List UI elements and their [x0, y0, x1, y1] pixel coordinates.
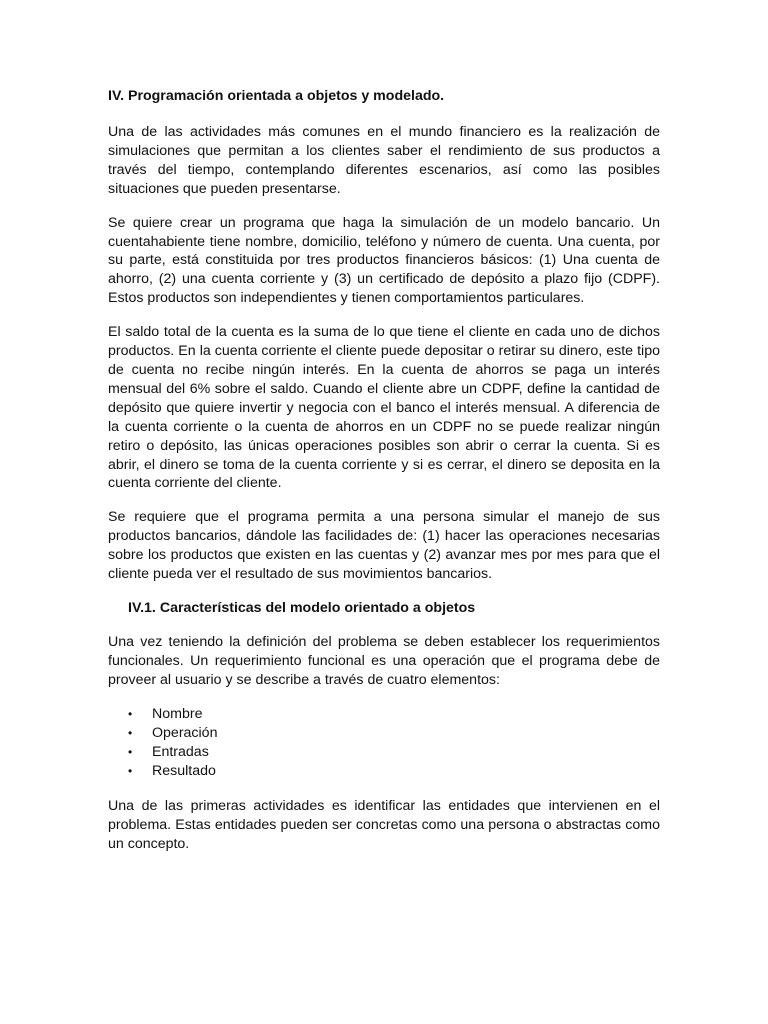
- subsection-heading: IV.1. Características del modelo orientado a objetos: [128, 599, 476, 616]
- bullet-icon: •: [128, 745, 133, 760]
- list-item-label: Operación: [152, 724, 218, 741]
- list-item: [128, 724, 660, 743]
- list-item: [128, 743, 660, 762]
- list-item-label: Resultado: [152, 763, 216, 780]
- list-item: [128, 762, 660, 781]
- bullet-icon: •: [128, 764, 133, 779]
- section-heading: IV. Programación orientada a objetos y modelado.: [108, 88, 445, 104]
- bullet-icon: •: [128, 725, 133, 740]
- intro-paragraph-4: Se requiere que el programa permita a una persona simular el manejo de sus productos bancarios, dándole las facilidades de: (1) hacer las operaciones necesarias sobre los productos que existen en las cuentas y (2) avanzar mes por mes para que el cliente pueda ver el resultado de sus movimientos bancarios.: [108, 509, 660, 583]
- requirements-list: [108, 705, 660, 782]
- final-paragraph: Una de las primeras actividades es identificar las entidades que intervienen en el problema. Estas entidades pueden ser concretas como una persona o abstractas como un concepto.: [108, 798, 660, 853]
- list-item-label: Entradas: [152, 744, 209, 761]
- intro-paragraph-3: El saldo total de la cuenta es la suma de lo que tiene el cliente en cada uno de dichos productos. En la cuenta corriente el cliente puede depositar o retirar su dinero, este tipo de cuenta no recibe ningún interés. En la cuenta de ahorros se paga un interés mensual del 6% sobre el saldo. Cuando el cliente abre un CDPF, define la cantidad de depósito que quiere invertir y negocia con el banco el interés mensual. A diferencia de la cuenta corriente o la cuenta de ahorros en un CDPF no se puede realizar ningún retiro o depósito, las únicas operaciones posibles son abrir o cerrar la cuenta. Si es abrir, el dinero se toma de la cuenta corriente y si es cerrar, el dinero se deposita en la cuenta corriente del cliente.: [108, 324, 660, 492]
- requirements-paragraph: Una vez teniendo la definición del problema se deben establecer los requerimientos funcionales. Un requerimiento funcional es una operación que el programa debe de proveer al usuario y se describe a través de cuatro elementos:: [108, 633, 660, 688]
- list-item-label: Nombre: [152, 705, 203, 722]
- intro-paragraph-2: Se quiere crear un programa que haga la simulación de un modelo bancario. Un cuentahabiente tiene nombre, domicilio, teléfono y número de cuenta. Una cuenta, por su parte, está constituida por tres productos financieros básicos: (1) Una cuenta de ahorro, (2) una cuenta corriente y (3) un certificado de depósito a plazo fijo (CDPF). Estos productos son independientes y tienen comportamientos particulares.: [108, 214, 660, 307]
- intro-paragraph-1: Una de las actividades más comunes en el mundo financiero es la realización de simulaciones que permitan a los clientes saber el rendimiento de sus productos a través del tiempo, contemplando diferentes escenarios, así como las posibles situaciones que pueden presentarse.: [108, 124, 660, 197]
- list-item: [128, 705, 660, 724]
- bullet-icon: •: [128, 706, 133, 721]
